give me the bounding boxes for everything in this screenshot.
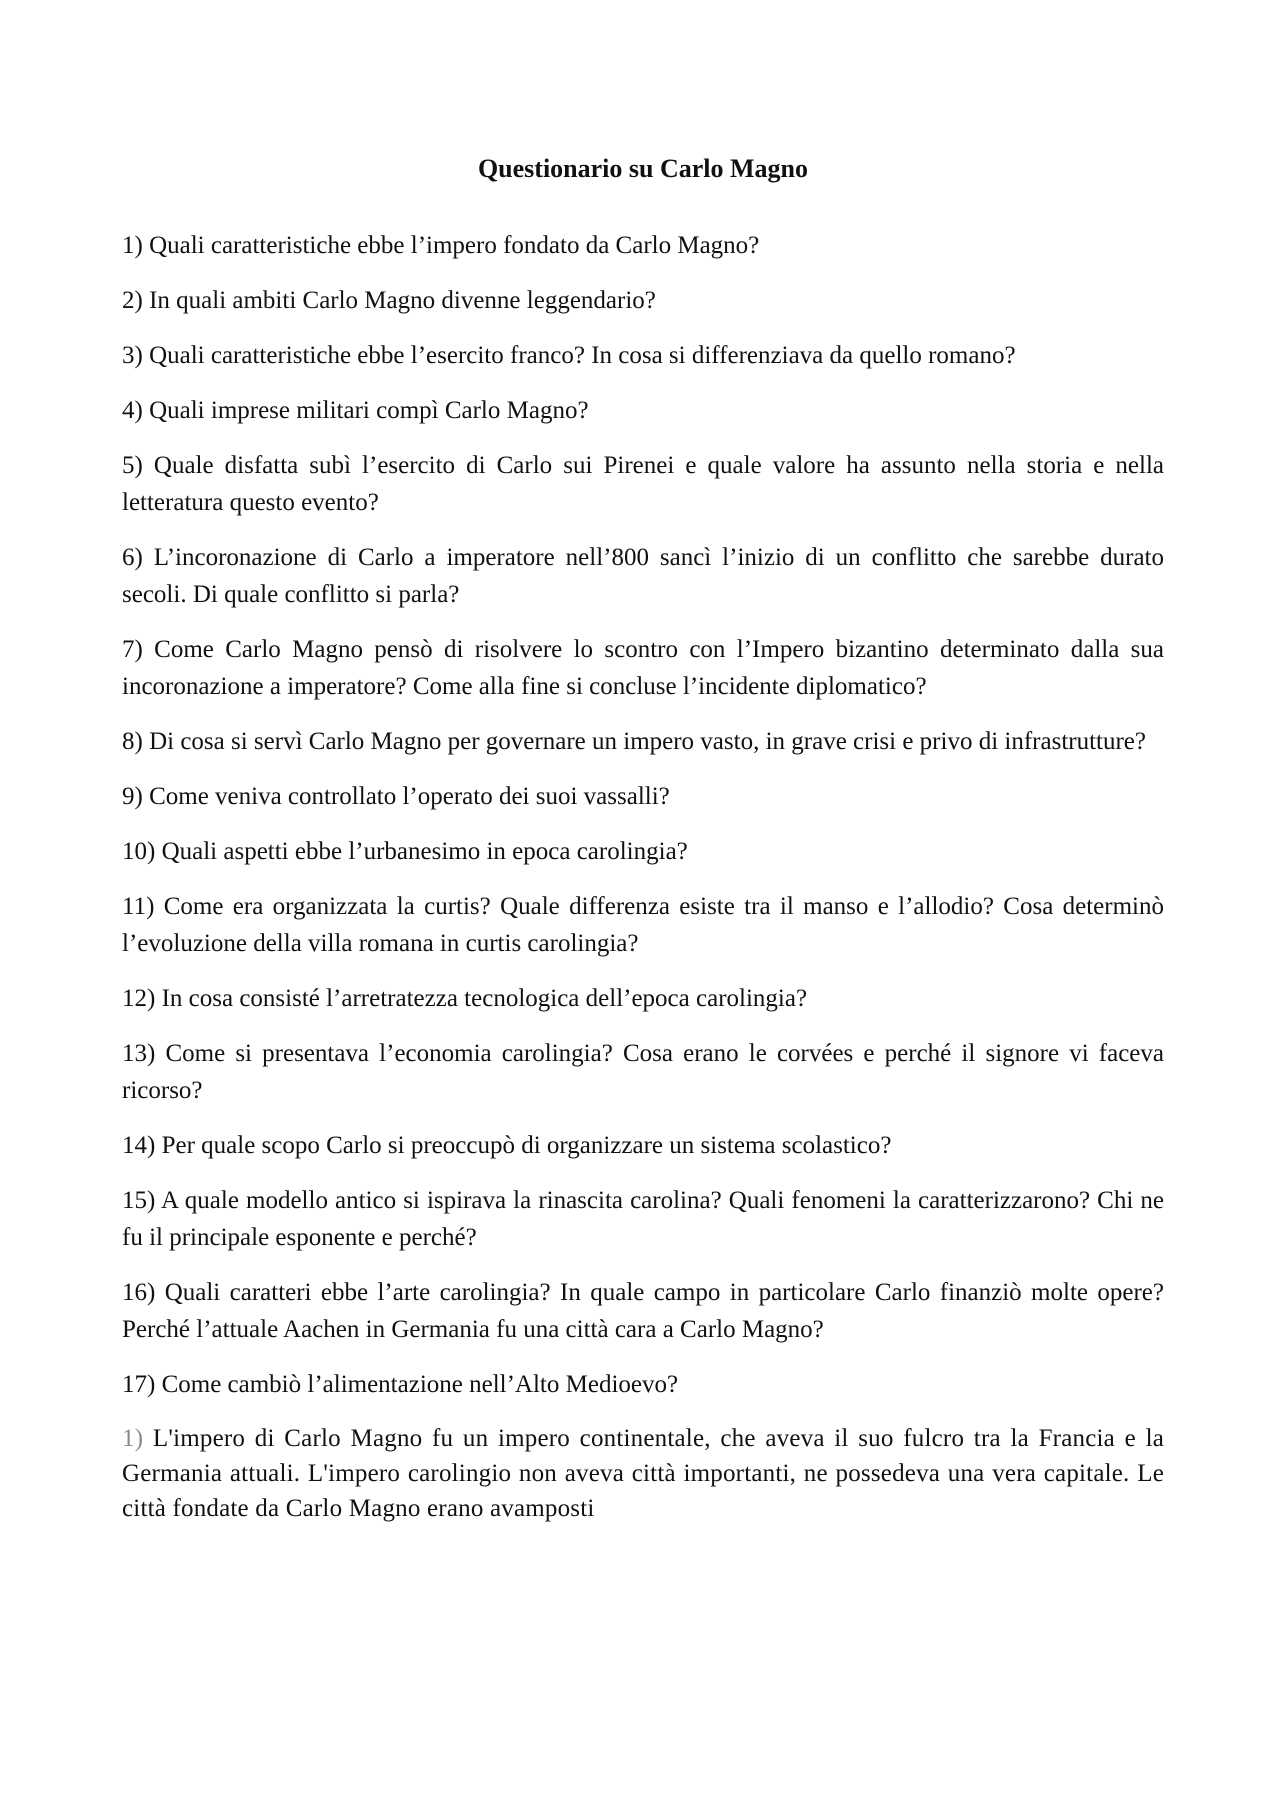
question-11: 11) Come era organizzata la curtis? Quale differenza esiste tra il manso e l’allodio? Cosa determinò l’evoluzione della villa romana in curtis carolingia? xyxy=(122,893,1164,957)
answer-number: 1) xyxy=(122,1425,144,1452)
question-3: 3) Quali caratteristiche ebbe l’esercito franco? In cosa si differenziava da quello romano? xyxy=(122,342,1016,369)
question-1: 1) Quali caratteristiche ebbe l’impero fondato da Carlo Magno? xyxy=(122,232,760,259)
question-10: 10) Quali aspetti ebbe l’urbanesimo in epoca carolingia? xyxy=(122,838,688,865)
answer-paragraph xyxy=(122,1421,1164,1526)
document-page xyxy=(122,150,1164,1526)
question-4: 4) Quali imprese militari compì Carlo Magno? xyxy=(122,397,589,424)
answer-text: L'impero di Carlo Magno fu un impero continentale, che aveva il suo fulcro tra la Francia e la Germania attuali. L'impero carolingio non aveva città importanti, ne possedeva una vera capitale. Le città fondate da Carlo Magno erano avamposti xyxy=(122,1425,1165,1522)
question-7: 7) Come Carlo Magno pensò di risolvere lo scontro con l’Impero bizantino determinato dalla sua incoronazione a imperatore? Come alla fine si concluse l’incidente diplomatico? xyxy=(122,636,1164,700)
question-17: 17) Come cambiò l’alimentazione nell’Alto Medioevo? xyxy=(122,1371,679,1398)
question-5: 5) Quale disfatta subì l’esercito di Carlo sui Pirenei e quale valore ha assunto nella storia e nella letteratura questo evento? xyxy=(122,452,1164,516)
document-title: Questionario su Carlo Magno xyxy=(477,154,809,183)
question-8: 8) Di cosa si servì Carlo Magno per governare un impero vasto, in grave crisi e privo di infrastrutture? xyxy=(122,728,1146,755)
question-14: 14) Per quale scopo Carlo si preoccupò di organizzare un sistema scolastico? xyxy=(122,1132,892,1159)
question-16: 16) Quali caratteri ebbe l’arte carolingia? In quale campo in particolare Carlo finanziò molte opere? Perché l’attuale Aachen in Germania fu una città cara a Carlo Magno? xyxy=(122,1279,1164,1343)
question-2: 2) In quali ambiti Carlo Magno divenne leggendario? xyxy=(122,287,656,314)
question-15: 15) A quale modello antico si ispirava la rinascita carolina? Quali fenomeni la caratterizzarono? Chi ne fu il principale esponente e perché? xyxy=(122,1187,1164,1251)
question-13: 13) Come si presentava l’economia carolingia? Cosa erano le corvées e perché il signore vi faceva ricorso? xyxy=(122,1040,1164,1104)
question-12: 12) In cosa consisté l’arretratezza tecnologica dell’epoca carolingia? xyxy=(122,985,808,1012)
question-6: 6) L’incoronazione di Carlo a imperatore nell’800 sancì l’inizio di un conflitto che sarebbe durato secoli. Di quale conflitto si parla? xyxy=(122,544,1164,608)
question-9: 9) Come veniva controllato l’operato dei suoi vassalli? xyxy=(122,783,670,810)
